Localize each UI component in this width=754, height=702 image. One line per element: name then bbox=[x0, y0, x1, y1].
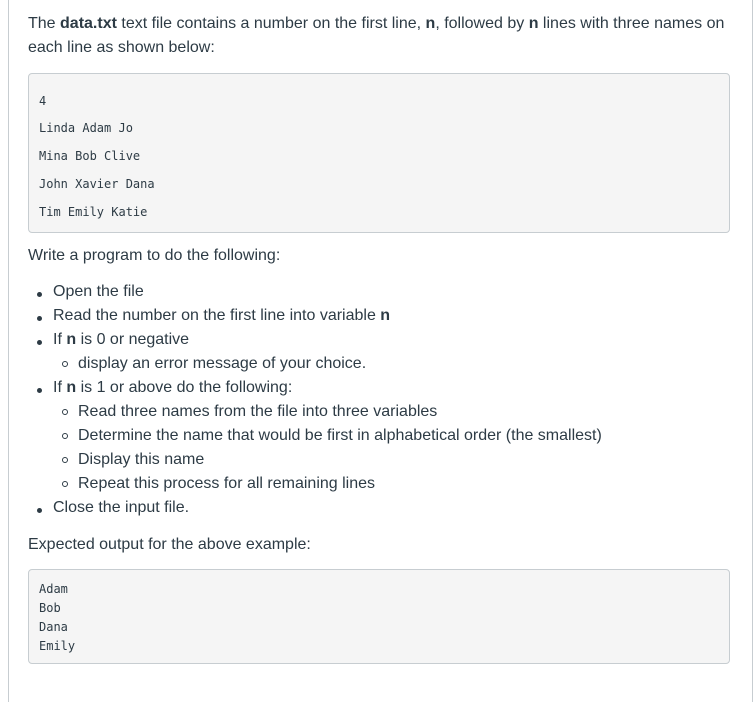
code-line: Tim Emily Katie bbox=[39, 205, 148, 219]
circle-bullet-icon bbox=[62, 457, 68, 463]
circle-bullet-icon bbox=[62, 361, 68, 367]
code-line: 4 bbox=[39, 94, 47, 108]
input-file-code-block bbox=[28, 73, 730, 233]
expected-output-code-block bbox=[28, 569, 730, 664]
code-line: Bob bbox=[39, 601, 61, 615]
step-text: If bbox=[53, 331, 67, 348]
expected-output-heading: Expected output for the above example: bbox=[28, 536, 311, 553]
var-n: n bbox=[66, 379, 77, 396]
instructions-heading: Write a program to do the following: bbox=[28, 247, 281, 264]
code-line: Dana bbox=[39, 620, 68, 634]
step-text: is 1 or above do the following: bbox=[76, 379, 293, 396]
var-n: n bbox=[380, 307, 391, 324]
step-if-nonpositive bbox=[53, 328, 189, 352]
code-line: John Xavier Dana bbox=[39, 177, 155, 191]
step-if-positive bbox=[53, 376, 292, 400]
filename: data.txt bbox=[60, 15, 117, 32]
code-line: Adam bbox=[39, 582, 68, 596]
intro-text: , followed by bbox=[435, 15, 529, 32]
var-n: n bbox=[528, 15, 539, 32]
step-text: If bbox=[53, 379, 67, 396]
var-n: n bbox=[425, 15, 436, 32]
step-open: Open the file bbox=[53, 283, 144, 300]
substep-repeat: Repeat this process for all remaining lines bbox=[78, 475, 376, 492]
code-line: Mina Bob Clive bbox=[39, 149, 141, 163]
substep-error: display an error message of your choice. bbox=[78, 355, 367, 372]
substep-read-names: Read three names from the file into three variables bbox=[78, 403, 438, 420]
intro-text: lines with three names on each line as shown below: bbox=[28, 15, 725, 56]
intro-text: The bbox=[28, 15, 61, 32]
step-text: Read the number on the first line into variable bbox=[53, 307, 381, 324]
substep-display: Display this name bbox=[78, 451, 205, 468]
bullet-icon bbox=[37, 388, 42, 393]
bullet-icon bbox=[37, 316, 42, 321]
substep-determine-smallest: Determine the name that would be first in alphabetical order (the smallest) bbox=[78, 427, 602, 444]
step-text: is 0 or negative bbox=[76, 331, 190, 348]
code-line: Emily bbox=[39, 639, 76, 653]
bullet-icon bbox=[37, 292, 42, 297]
code-line: Linda Adam Jo bbox=[39, 121, 133, 135]
circle-bullet-icon bbox=[62, 433, 68, 439]
bullet-icon bbox=[37, 340, 42, 345]
var-n: n bbox=[66, 331, 77, 348]
step-close: Close the input file. bbox=[53, 499, 190, 516]
step-read bbox=[53, 304, 390, 328]
circle-bullet-icon bbox=[62, 409, 68, 415]
intro-text: text file contains a number on the first line, bbox=[116, 15, 426, 32]
bullet-icon bbox=[37, 508, 42, 513]
intro-paragraph bbox=[28, 12, 728, 60]
circle-bullet-icon bbox=[62, 481, 68, 487]
